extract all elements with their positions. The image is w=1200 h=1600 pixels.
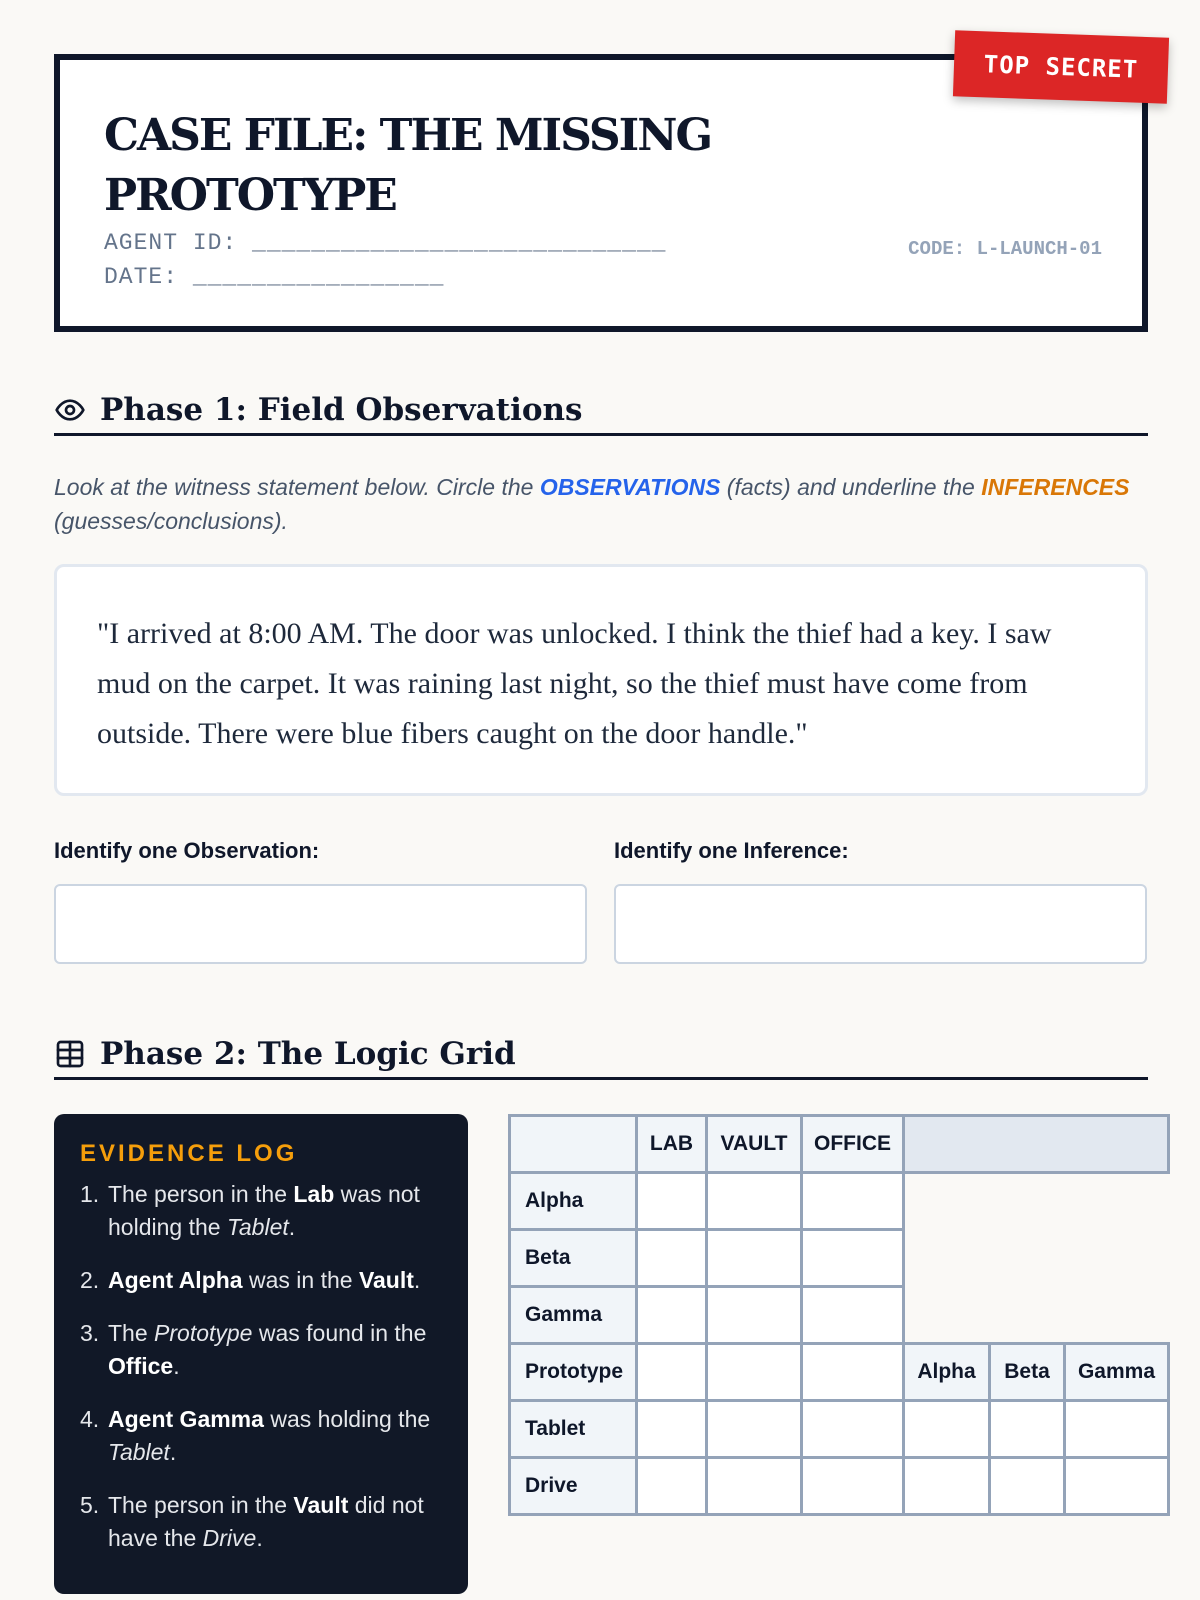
instruction-text: Look at the witness statement below. Circle the — [54, 474, 540, 500]
grid-table-icon — [54, 1038, 86, 1070]
evidence-clue — [80, 1317, 446, 1383]
grid-cell[interactable] — [802, 1230, 904, 1287]
clue-text-segment: was found in the — [252, 1320, 427, 1346]
grid-row-header-prototype: Prototype — [510, 1344, 637, 1401]
grid-row-header-gamma: Gamma — [510, 1287, 637, 1344]
clue-text-segment: The person in the — [108, 1492, 294, 1518]
grid-cell[interactable] — [637, 1287, 707, 1344]
grid-empty-space — [904, 1173, 990, 1230]
grid-cell[interactable] — [802, 1344, 904, 1401]
clue-keyword: Tablet — [108, 1439, 170, 1465]
clue-keyword: Agent Alpha — [108, 1267, 243, 1293]
clue-text-segment: . — [169, 1439, 177, 1465]
inference-answer-box[interactable] — [614, 884, 1147, 964]
phase-1-instructions — [54, 470, 1148, 538]
clue-keyword: Agent Gamma — [108, 1406, 264, 1432]
evidence-clue — [80, 1178, 446, 1244]
grid-cell[interactable] — [802, 1401, 904, 1458]
top-secret-stamp: TOP SECRET — [953, 30, 1169, 103]
grid-col-header-vault: VAULT — [707, 1116, 802, 1173]
clue-number: 2. — [80, 1267, 100, 1293]
grid-cell[interactable] — [707, 1173, 802, 1230]
clue-keyword: Lab — [293, 1181, 335, 1207]
grid-cell[interactable] — [707, 1344, 802, 1401]
clue-text-segment: . — [413, 1267, 421, 1293]
clue-text-segment: . — [173, 1353, 180, 1379]
evidence-clue — [80, 1264, 446, 1297]
grid-row-header-drive: Drive — [510, 1458, 637, 1515]
grid-empty-space — [990, 1287, 1065, 1344]
clue-number: 5. — [80, 1492, 100, 1518]
observations-keyword: OBSERVATIONS — [539, 474, 721, 500]
clue-number: 3. — [80, 1320, 100, 1346]
grid-cell[interactable] — [904, 1458, 990, 1515]
grid-cell[interactable] — [707, 1287, 802, 1344]
grid-empty-space — [1065, 1173, 1169, 1230]
grid-col-header-lab: LAB — [637, 1116, 707, 1173]
clue-text-segment: was not holding the — [108, 1181, 420, 1240]
clue-keyword: Vault — [293, 1492, 349, 1518]
eye-icon — [54, 394, 86, 426]
grid-empty-space — [1065, 1287, 1169, 1344]
grid-cell[interactable] — [802, 1173, 904, 1230]
grid-empty-space — [990, 1173, 1065, 1230]
phase-1-title: Phase 1: Field Observations — [100, 391, 583, 428]
grid-empty-space — [1065, 1230, 1169, 1287]
grid-corner-cell — [510, 1116, 637, 1173]
grid-empty-space — [990, 1230, 1065, 1287]
clue-text-segment: was in the — [242, 1267, 359, 1293]
grid-cell[interactable] — [802, 1287, 904, 1344]
clue-keyword: Tablet — [226, 1214, 289, 1240]
grid-cell[interactable] — [990, 1458, 1065, 1515]
grid-col-header-office: OFFICE — [802, 1116, 904, 1173]
clue-text-segment: . — [288, 1214, 296, 1240]
evidence-log — [54, 1114, 468, 1594]
grid-agent-header-beta: Beta — [990, 1344, 1065, 1401]
grid-agent-header-gamma: Gamma — [1065, 1344, 1169, 1401]
grid-cell[interactable] — [637, 1458, 707, 1515]
phase-1-heading — [54, 386, 1148, 436]
clue-keyword: Vault — [358, 1267, 414, 1293]
grid-cell[interactable] — [637, 1173, 707, 1230]
instruction-text: (guesses/conclusions). — [54, 508, 288, 534]
clue-text — [108, 1317, 446, 1383]
phase-2-heading — [54, 1030, 1148, 1080]
clue-text-segment: The — [108, 1320, 155, 1346]
witness-statement: "I arrived at 8:00 AM. The door was unlocked. I think the thief had a key. I saw mud on the carpet. It was raining last night, so the thief must have come from outside. There were blue fibers caught on the door handle." — [54, 564, 1148, 796]
clue-text — [108, 1403, 446, 1469]
clue-text-segment: The person in the — [108, 1181, 294, 1207]
phase-2-title: Phase 2: The Logic Grid — [100, 1035, 516, 1072]
inferences-keyword: INFERENCES — [981, 474, 1130, 500]
grid-cell[interactable] — [637, 1401, 707, 1458]
clue-number: 4. — [80, 1406, 100, 1432]
grid-cell[interactable] — [707, 1230, 802, 1287]
page-title: CASE FILE: THE MISSING PROTOTYPE — [104, 110, 712, 221]
clue-text — [108, 1264, 420, 1297]
grid-cell[interactable] — [904, 1401, 990, 1458]
grid-cell[interactable] — [707, 1401, 802, 1458]
clue-list — [80, 1178, 446, 1555]
grid-row-header-beta: Beta — [510, 1230, 637, 1287]
logic-grid — [508, 1114, 1170, 1516]
grid-cell[interactable] — [1065, 1458, 1169, 1515]
grid-empty-space — [904, 1230, 990, 1287]
date-field: DATE: _________________ — [104, 264, 445, 290]
grid-empty-space — [904, 1287, 990, 1344]
grid-cell[interactable] — [1065, 1401, 1169, 1458]
evidence-clue — [80, 1489, 446, 1555]
grid-cell[interactable] — [637, 1344, 707, 1401]
evidence-log-title: EVIDENCE LOG — [80, 1140, 298, 1167]
instruction-text: (facts) and underline the — [720, 474, 982, 500]
case-code: CODE: L-LAUNCH-01 — [908, 238, 1102, 260]
grid-cell[interactable] — [802, 1458, 904, 1515]
agent-id-field: AGENT ID: ____________________________ — [104, 230, 667, 256]
clue-text-segment: . — [256, 1525, 263, 1551]
clue-text-segment: did not have the — [108, 1492, 424, 1551]
clue-text-segment: was holding the — [263, 1406, 431, 1432]
clue-keyword: Drive — [202, 1525, 257, 1551]
inference-label: Identify one Inference: — [614, 838, 849, 863]
evidence-clue — [80, 1403, 446, 1469]
clue-text — [108, 1489, 446, 1555]
grid-cell[interactable] — [707, 1458, 802, 1515]
agent-date-line — [104, 226, 744, 294]
grid-agent-header-alpha: Alpha — [904, 1344, 990, 1401]
grid-cell[interactable] — [990, 1401, 1065, 1458]
clue-keyword: Prototype — [154, 1320, 253, 1346]
observation-label: Identify one Observation: — [54, 838, 320, 863]
clue-number: 1. — [80, 1181, 100, 1207]
grid-row-header-alpha: Alpha — [510, 1173, 637, 1230]
clue-keyword: Office — [108, 1353, 174, 1379]
grid-row-header-tablet: Tablet — [510, 1401, 637, 1458]
grid-cell[interactable] — [637, 1230, 707, 1287]
grid-blank-header — [904, 1116, 1169, 1173]
clue-text — [108, 1178, 446, 1244]
observation-answer-box[interactable] — [54, 884, 587, 964]
